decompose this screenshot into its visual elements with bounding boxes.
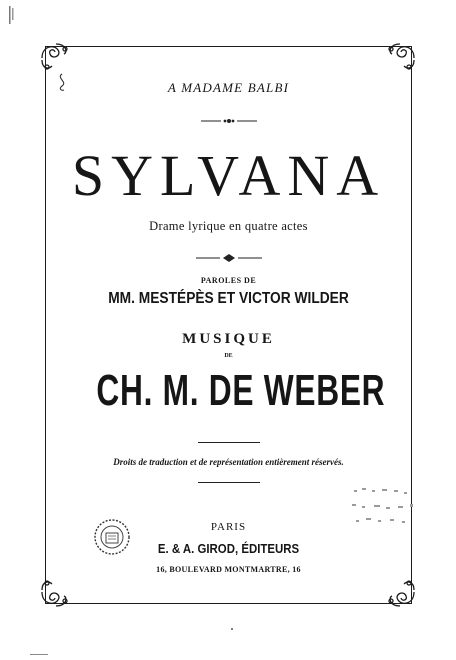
subtitle: Drame lyrique en quatre actes [149,219,308,233]
publisher-name: E. & A. GIROD, ÉDITEURS [157,541,300,556]
composer-name: CH. M. DE WEBER [96,366,386,415]
publisher-city: PARIS [210,521,247,533]
divider-ornament-2 [196,250,262,268]
corner-ornament-top-left [38,40,72,74]
corner-ornament-bottom-left [38,576,72,610]
librettists: MM. MESTÉPÈS ET VICTOR WILDER [108,290,349,307]
margin-line [30,654,48,655]
music-label: MUSIQUE [182,331,275,347]
divider-ornament-1 [201,112,257,130]
rights-notice: Droits de traduction et de représentation entièrement réservés. [113,457,344,467]
rule-bottom [198,482,260,483]
page-title: SYLVANA [71,143,386,208]
de-label: DE [224,353,233,359]
library-mark [8,6,16,26]
dedication: A MADAME BALBI [167,80,290,95]
corner-ornament-top-right [384,40,418,74]
library-stamp-icon [92,517,132,557]
page-speck [231,628,233,630]
publisher-address: 16, BOULEVARD MONTMARTRE, 16 [156,565,301,574]
rule-top [198,442,260,443]
faded-stamp-icon [346,484,424,536]
lyrics-label: PAROLES DE [200,276,257,285]
corner-ornament-bottom-right [384,576,418,610]
